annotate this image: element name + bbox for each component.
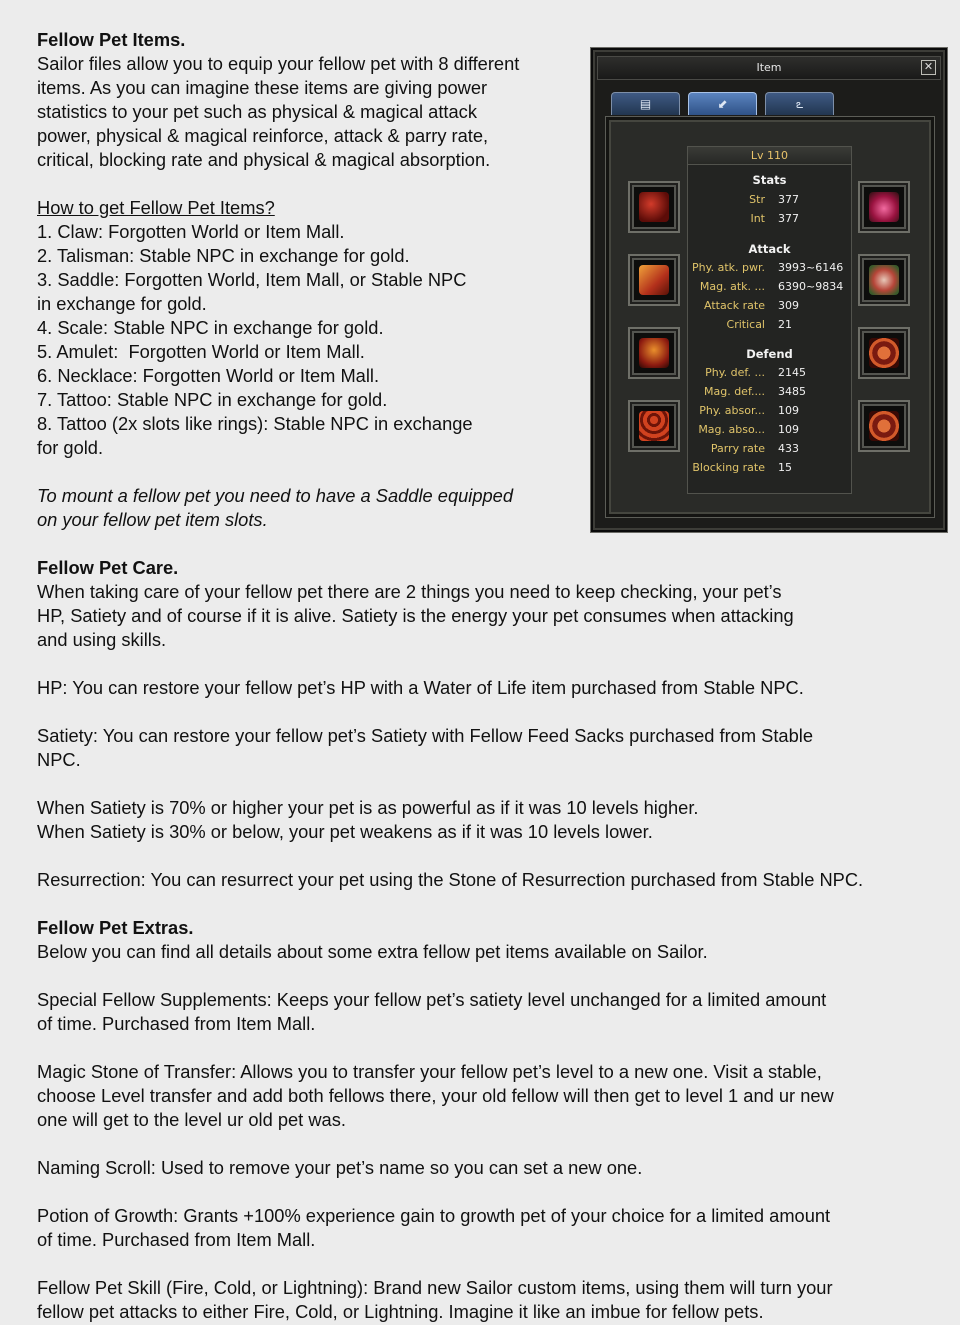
scale-icon xyxy=(639,411,669,441)
talisman-icon xyxy=(639,265,669,295)
stat-label: Mag. atk. ... xyxy=(699,280,765,293)
how-to-item: 5. Amulet: Forgotten World or Item Mall. xyxy=(37,341,365,362)
tab-document[interactable] xyxy=(611,92,680,115)
defend-heading: Defend xyxy=(746,347,793,361)
stat-row xyxy=(688,299,851,318)
how-to-item: 2. Talisman: Stable NPC in exchange for gold. xyxy=(37,245,410,266)
extras-intro: Below you can find all details about some extra fellow pet items available on Sailor. xyxy=(37,941,708,962)
how-to-item: 4. Scale: Stable NPC in exchange for gold. xyxy=(37,317,384,338)
stat-label: Mag. abso... xyxy=(698,423,765,436)
how-to-item: 8. Tattoo (2x slots like rings): Stable NPC in exchange xyxy=(37,413,473,434)
stat-value: 3993~6146 xyxy=(778,261,844,274)
stat-value: 109 xyxy=(778,423,799,436)
how-to-item: 6. Necklace: Forgotten World or Item Mall. xyxy=(37,365,380,386)
stat-row xyxy=(688,423,851,442)
how-to-item: in exchange for gold. xyxy=(37,293,207,314)
window-title: Item xyxy=(756,61,782,74)
stat-row xyxy=(688,366,851,385)
extras-skill-2: fellow pet attacks to either Fire, Cold, or Lightning. Imagine it like an imbue for fellow pets. xyxy=(37,1301,764,1322)
stat-value: 3485 xyxy=(778,385,806,398)
mount-note-2: on your fellow pet item slots. xyxy=(37,509,268,530)
attack-heading: Attack xyxy=(748,242,791,256)
tattoo-slot-2[interactable] xyxy=(858,400,910,452)
tattoo-icon xyxy=(869,338,899,368)
scale-slot[interactable] xyxy=(628,400,680,452)
care-hp: HP: You can restore your fellow pet’s HP with a Water of Life item purchased from Stable NPC. xyxy=(37,677,804,698)
extras-growth-2: of time. Purchased from Item Mall. xyxy=(37,1229,316,1250)
stat-row xyxy=(688,385,851,404)
necklace-icon xyxy=(869,265,899,295)
tattoo-icon xyxy=(869,411,899,441)
stat-value: 21 xyxy=(778,318,792,331)
extras-supplements-2: of time. Purchased from Item Mall. xyxy=(37,1013,316,1034)
stat-row xyxy=(688,261,851,280)
care-satiety-high: When Satiety is 70% or higher your pet is as powerful as if it was 10 levels higher. xyxy=(37,797,699,818)
extras-transfer-1: Magic Stone of Transfer: Allows you to transfer your fellow pet’s level to a new one. Visit a stable, xyxy=(37,1061,822,1082)
stat-row xyxy=(688,318,851,337)
stat-label: Blocking rate xyxy=(692,461,765,474)
necklace-slot[interactable] xyxy=(858,254,910,306)
how-to-item: 7. Tattoo: Stable NPC in exchange for gold. xyxy=(37,389,388,410)
tab-equip[interactable] xyxy=(688,92,757,115)
pet-item-window xyxy=(590,47,948,533)
how-to-item: for gold. xyxy=(37,437,104,458)
pet-icon: ఽ xyxy=(795,97,804,111)
stat-row xyxy=(688,212,851,231)
stat-label: Phy. def. ... xyxy=(705,366,765,379)
how-to-item: 1. Claw: Forgotten World or Item Mall. xyxy=(37,221,345,242)
stat-label: Critical xyxy=(726,318,765,331)
claw-slot[interactable] xyxy=(628,181,680,233)
care-intro-3: and using skills. xyxy=(37,629,167,650)
amulet-icon xyxy=(869,192,899,222)
close-icon[interactable]: ✕ xyxy=(921,60,936,75)
extras-heading: Fellow Pet Extras. xyxy=(37,917,194,938)
stat-row xyxy=(688,404,851,423)
pet-level: Lv 110 xyxy=(688,147,851,165)
pet-stats-panel xyxy=(687,146,852,494)
items-intro-2: items. As you can imagine these items are giving power xyxy=(37,77,488,98)
stat-row xyxy=(688,442,851,461)
saddle-icon xyxy=(639,338,669,368)
mount-note-1: To mount a fellow pet you need to have a Saddle equipped xyxy=(37,485,514,506)
stat-value: 377 xyxy=(778,193,799,206)
stat-label: Int xyxy=(750,212,765,225)
stat-value: 433 xyxy=(778,442,799,455)
items-intro-5: critical, blocking rate and physical & magical absorption. xyxy=(37,149,491,170)
extras-skill-1: Fellow Pet Skill (Fire, Cold, or Lightning): Brand new Sailor custom items, using them will turn your xyxy=(37,1277,833,1298)
stat-value: 377 xyxy=(778,212,799,225)
claw-icon xyxy=(639,192,669,222)
care-intro-1: When taking care of your fellow pet there are 2 things you need to keep checking, your pet’s xyxy=(37,581,782,602)
how-to-item: 3. Saddle: Forgotten World, Item Mall, or Stable NPC xyxy=(37,269,467,290)
stat-label: Mag. def.... xyxy=(703,385,765,398)
extras-naming: Naming Scroll: Used to remove your pet’s name so you can set a new one. xyxy=(37,1157,643,1178)
tab-pet[interactable] xyxy=(765,92,834,115)
care-satiety-low: When Satiety is 30% or below, your pet weakens as if it was 10 levels lower. xyxy=(37,821,653,842)
document-icon: ▤ xyxy=(639,97,652,111)
extras-growth-1: Potion of Growth: Grants +100% experience gain to growth pet of your choice for a limited amount xyxy=(37,1205,831,1226)
how-to-heading: How to get Fellow Pet Items? xyxy=(37,197,275,218)
stat-row xyxy=(688,193,851,212)
stat-value: 109 xyxy=(778,404,799,417)
window-titlebar[interactable] xyxy=(597,56,941,80)
extras-transfer-3: one will get to the level ur old pet was. xyxy=(37,1109,346,1130)
items-intro-4: power, physical & magical reinforce, attack & parry rate, xyxy=(37,125,489,146)
stat-value: 6390~9834 xyxy=(778,280,844,293)
care-intro-2: HP, Satiety and of course if it is alive. Satiety is the energy your pet consumes when attacking xyxy=(37,605,794,626)
extras-transfer-2: choose Level transfer and add both fellows there, your old fellow will then get to level 1 and ur new xyxy=(37,1085,834,1106)
amulet-slot[interactable] xyxy=(858,181,910,233)
stat-label: Attack rate xyxy=(704,299,765,312)
stat-value: 309 xyxy=(778,299,799,312)
stat-label: Phy. absor... xyxy=(699,404,765,417)
care-satiety-1: Satiety: You can restore your fellow pet’s Satiety with Fellow Feed Sacks purchased from Stable xyxy=(37,725,813,746)
tattoo-slot-1[interactable] xyxy=(858,327,910,379)
care-satiety-2: NPC. xyxy=(37,749,81,770)
items-intro-1: Sailor files allow you to equip your fellow pet with 8 different xyxy=(37,53,520,74)
stat-value: 15 xyxy=(778,461,792,474)
stat-row xyxy=(688,280,851,299)
stat-label: Parry rate xyxy=(710,442,765,455)
extras-supplements-1: Special Fellow Supplements: Keeps your fellow pet’s satiety level unchanged for a limited amount xyxy=(37,989,827,1010)
care-resurrection: Resurrection: You can resurrect your pet using the Stone of Resurrection purchased from Stable NPC. xyxy=(37,869,864,890)
stat-value: 2145 xyxy=(778,366,806,379)
stat-label: Str xyxy=(749,193,765,206)
saddle-slot[interactable] xyxy=(628,327,680,379)
items-intro-3: statistics to your pet such as physical & magical attack xyxy=(37,101,477,122)
stat-row xyxy=(688,461,851,480)
talisman-slot[interactable] xyxy=(628,254,680,306)
stat-label: Phy. atk. pwr. xyxy=(692,261,765,274)
stats-heading: Stats xyxy=(752,173,787,187)
care-heading: Fellow Pet Care. xyxy=(37,557,179,578)
equip-arrow-icon: ⬋ xyxy=(717,97,728,111)
items-heading: Fellow Pet Items. xyxy=(37,29,186,50)
